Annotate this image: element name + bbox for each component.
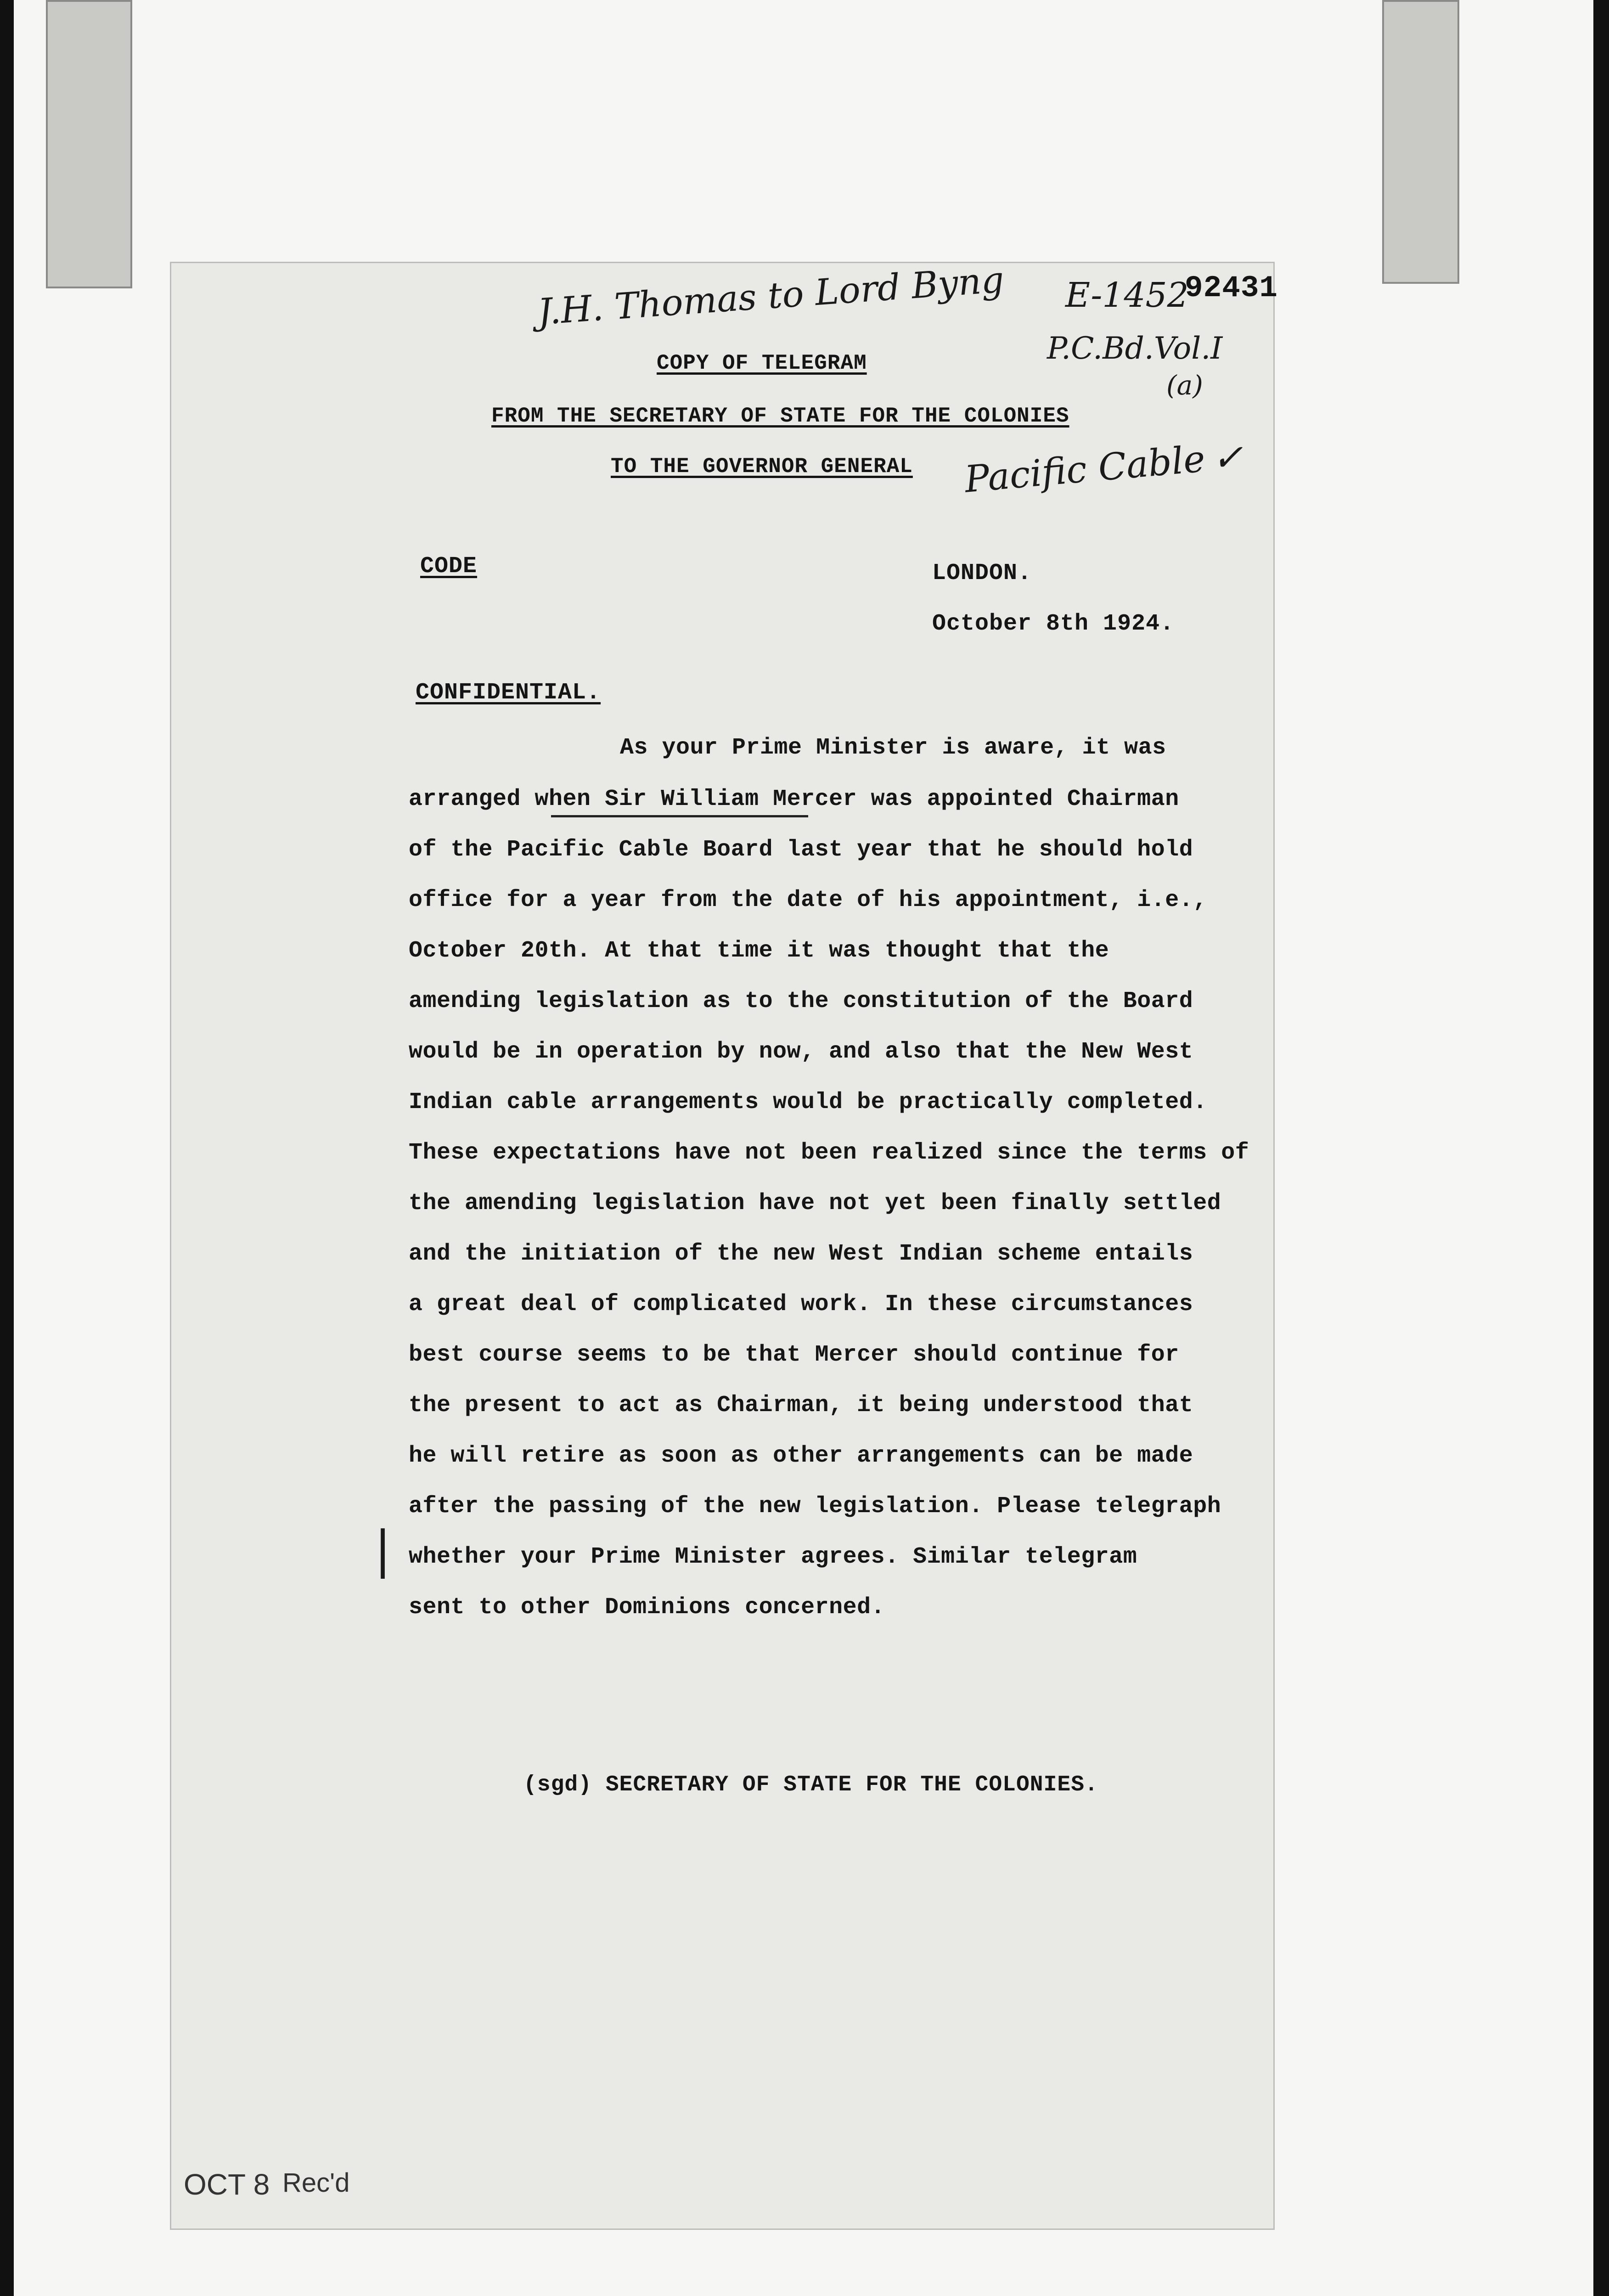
body-line: whether your Prime Minister agrees. Similar telegram <box>409 1544 1137 1570</box>
sub-reference: (a) <box>1166 370 1203 401</box>
body-line: amending legislation as to the constitution of the Board <box>409 988 1193 1014</box>
body-line: arranged when Sir William Mercer was appointed Chairman <box>409 786 1179 812</box>
signature-line: (sgd) SECRETARY OF STATE FOR THE COLONIES. <box>523 1773 1098 1797</box>
handwritten-correspondent-note: J.H. Thomas to Lord Byng <box>536 259 1006 333</box>
document-number: 92431 <box>1185 271 1278 305</box>
body-line: and the initiation of the new West Indian scheme entails <box>409 1241 1193 1267</box>
check-mark-icon: ✓ <box>1212 436 1243 479</box>
file-reference: P.C.Bd.Vol.I <box>1047 331 1223 366</box>
tape-strip-top-left <box>46 0 132 288</box>
place-label: LONDON. <box>932 560 1032 586</box>
code-label: CODE <box>420 553 478 580</box>
body-line: of the Pacific Cable Board last year that he should hold <box>409 837 1193 863</box>
telegram-date: October 8th 1924. <box>932 611 1175 637</box>
file-number: E-1452 <box>1065 276 1189 315</box>
heading-copy-of-telegram: COPY OF TELEGRAM <box>657 351 867 375</box>
body-line: sent to other Dominions concerned. <box>409 1594 885 1621</box>
body-line: he will retire as soon as other arrangements can be made <box>409 1443 1193 1469</box>
body-line: These expectations have not been realized since the terms of <box>409 1140 1249 1166</box>
body-line: October 20th. At that time it was thought that the <box>409 938 1109 964</box>
body-line: best course seems to be that Mercer should continue for <box>409 1342 1179 1368</box>
body-line: office for a year from the date of his appointment, i.e., <box>409 887 1207 913</box>
pencil-underline-mercer <box>551 815 808 817</box>
heading-to: TO THE GOVERNOR GENERAL <box>611 455 913 478</box>
body-line: As your Prime Minister is aware, it was <box>620 735 1166 761</box>
handwritten-subject: Pacific Cable <box>962 437 1207 501</box>
body-line: Indian cable arrangements would be practically completed. <box>409 1089 1207 1115</box>
heading-from: FROM THE SECRETARY OF STATE FOR THE COLONIES <box>491 404 1069 428</box>
received-stamp-date: OCT 8 <box>184 2168 270 2201</box>
body-line: would be in operation by now, and also that the New West <box>409 1039 1193 1065</box>
received-stamp-text: Rec'd <box>282 2168 350 2198</box>
tape-strip-top-right <box>1382 0 1459 284</box>
body-line: after the passing of the new legislation. Please telegraph <box>409 1493 1221 1519</box>
body-line: a great deal of complicated work. In these circumstances <box>409 1291 1193 1317</box>
body-line: the present to act as Chairman, it being understood that <box>409 1392 1193 1418</box>
body-line: the amending legislation have not yet been finally settled <box>409 1190 1221 1216</box>
confidential-label: CONFIDENTIAL. <box>416 680 601 706</box>
margin-mark: | <box>374 1520 392 1579</box>
